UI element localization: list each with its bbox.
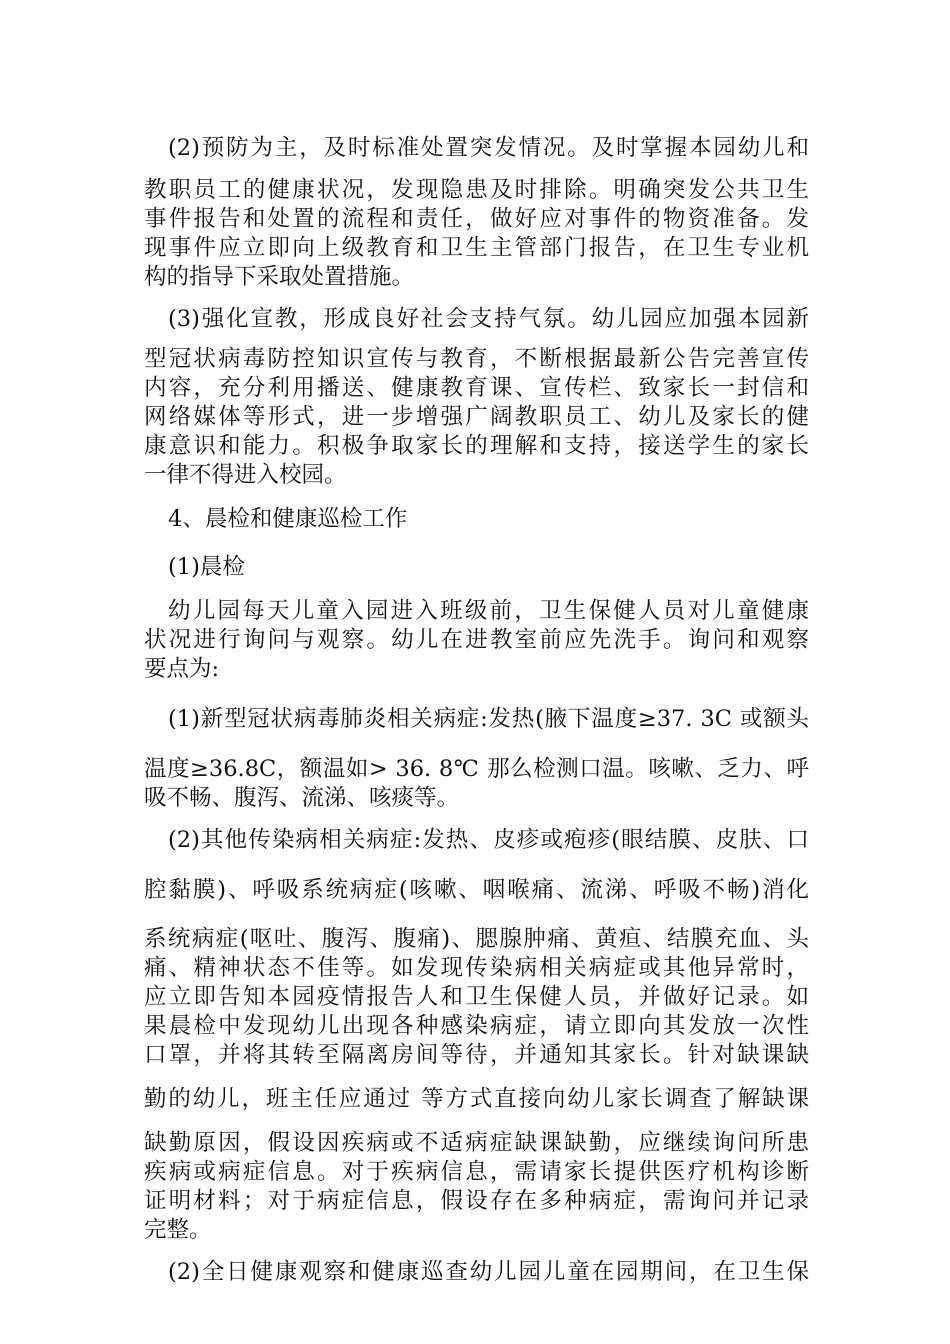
paragraph-line: 果晨检中发现幼儿出现各种感染病症，请立即向其发放一次性 (144, 1013, 809, 1039)
paragraph-line: 教职员工的健康状况，发现隐患及时排除。明确突发公共卫生 (144, 177, 809, 203)
paragraph-line: 网络媒体等形式，进一步增强广阔教职员工、幼儿及家长的健 (144, 404, 809, 430)
paragraph-line: 事件报告和处置的流程和责任，做好应对事件的物资准备。发 (144, 206, 809, 232)
paragraph-line: 吸不畅、腹泻、流涕、咳痰等。 (144, 785, 460, 811)
paragraph-line: 完整。 (144, 1217, 212, 1243)
paragraph-line: 痛、精神状态不佳等。如发现传染病相关病症或其他异常时， (144, 955, 809, 981)
paragraph-line: 现事件应立即向上级教育和卫生主管部门报告，在卫生专业机 (144, 235, 809, 261)
paragraph-line: 勤的幼儿，班主任应通过 等方式直接向幼儿家长调查了解缺课 (144, 1086, 809, 1112)
paragraph-line: 证明材料；对于病症信息，假设存在多种病症，需询问并记录 (144, 1188, 809, 1214)
paragraph-line: 幼儿园每天儿童入园进入班级前，卫生保健人员对儿童健康 (168, 598, 809, 624)
paragraph-line: (2)其他传染病相关病症:发热、皮疹或疱疹(眼结膜、皮肤、口 (168, 827, 809, 853)
paragraph-line: 温度≥36.8C，额温如> 36. 8℃ 那么检测口温。咳嗽、乏力、呼 (144, 756, 809, 782)
paragraph-line: 状况进行询问与观察。幼儿在进教室前应先洗手。询问和观察 (144, 627, 809, 653)
paragraph-line: 内容，充分利用播送、健康教育课、宣传栏、致家长一封信和 (144, 375, 809, 401)
paragraph-line: 康意识和能力。积极争取家长的理解和支持，接送学生的家长 (144, 433, 809, 459)
paragraph-line: 系统病症(呕吐、腹泻、腹痛)、腮腺肿痛、黄疸、结膜充血、头 (144, 926, 809, 952)
paragraph-line: 构的指导下采取处置措施。 (144, 264, 415, 290)
paragraph-line: 应立即告知本园疫情报告人和卫生保健人员，并做好记录。如 (144, 984, 809, 1010)
paragraph-line: 口罩，并将其转至隔离房间等待，并通知其家长。针对缺课缺 (144, 1042, 809, 1068)
section-heading: 4、晨检和健康巡检工作 (168, 506, 408, 532)
paragraph-line: 型冠状病毒防控知识宣传与教育，不断根据最新公告完善宣传 (144, 346, 809, 372)
paragraph-line: 缺勤原因，假设因疾病或不适病症缺课缺勤，应继续询问所患 (144, 1130, 809, 1156)
paragraph-line: (2)预防为主，及时标准处置突发情况。及时掌握本园幼儿和 (168, 135, 809, 161)
paragraph-line: 一律不得进入校园。 (144, 462, 347, 488)
paragraph-line: 疾病或病症信息。对于疾病信息，需请家长提供医疗机构诊断 (144, 1159, 809, 1185)
paragraph-line: 腔黏膜)、呼吸系统病症(咳嗽、咽喉痛、流涕、呼吸不畅)消化 (144, 877, 809, 903)
paragraph-line: (1)新型冠状病毒肺炎相关病症:发热(腋下温度≥37. 3C 或额头 (168, 706, 809, 732)
subsection-heading: (1)晨检 (168, 554, 245, 580)
paragraph-line: 要点为: (144, 656, 220, 682)
paragraph-line: (3)强化宣教，形成良好社会支持气氛。幼儿园应加强本园新 (168, 306, 809, 332)
paragraph-line: (2)全日健康观察和健康巡查幼儿园儿童在园期间，在卫生保 (168, 1259, 809, 1285)
